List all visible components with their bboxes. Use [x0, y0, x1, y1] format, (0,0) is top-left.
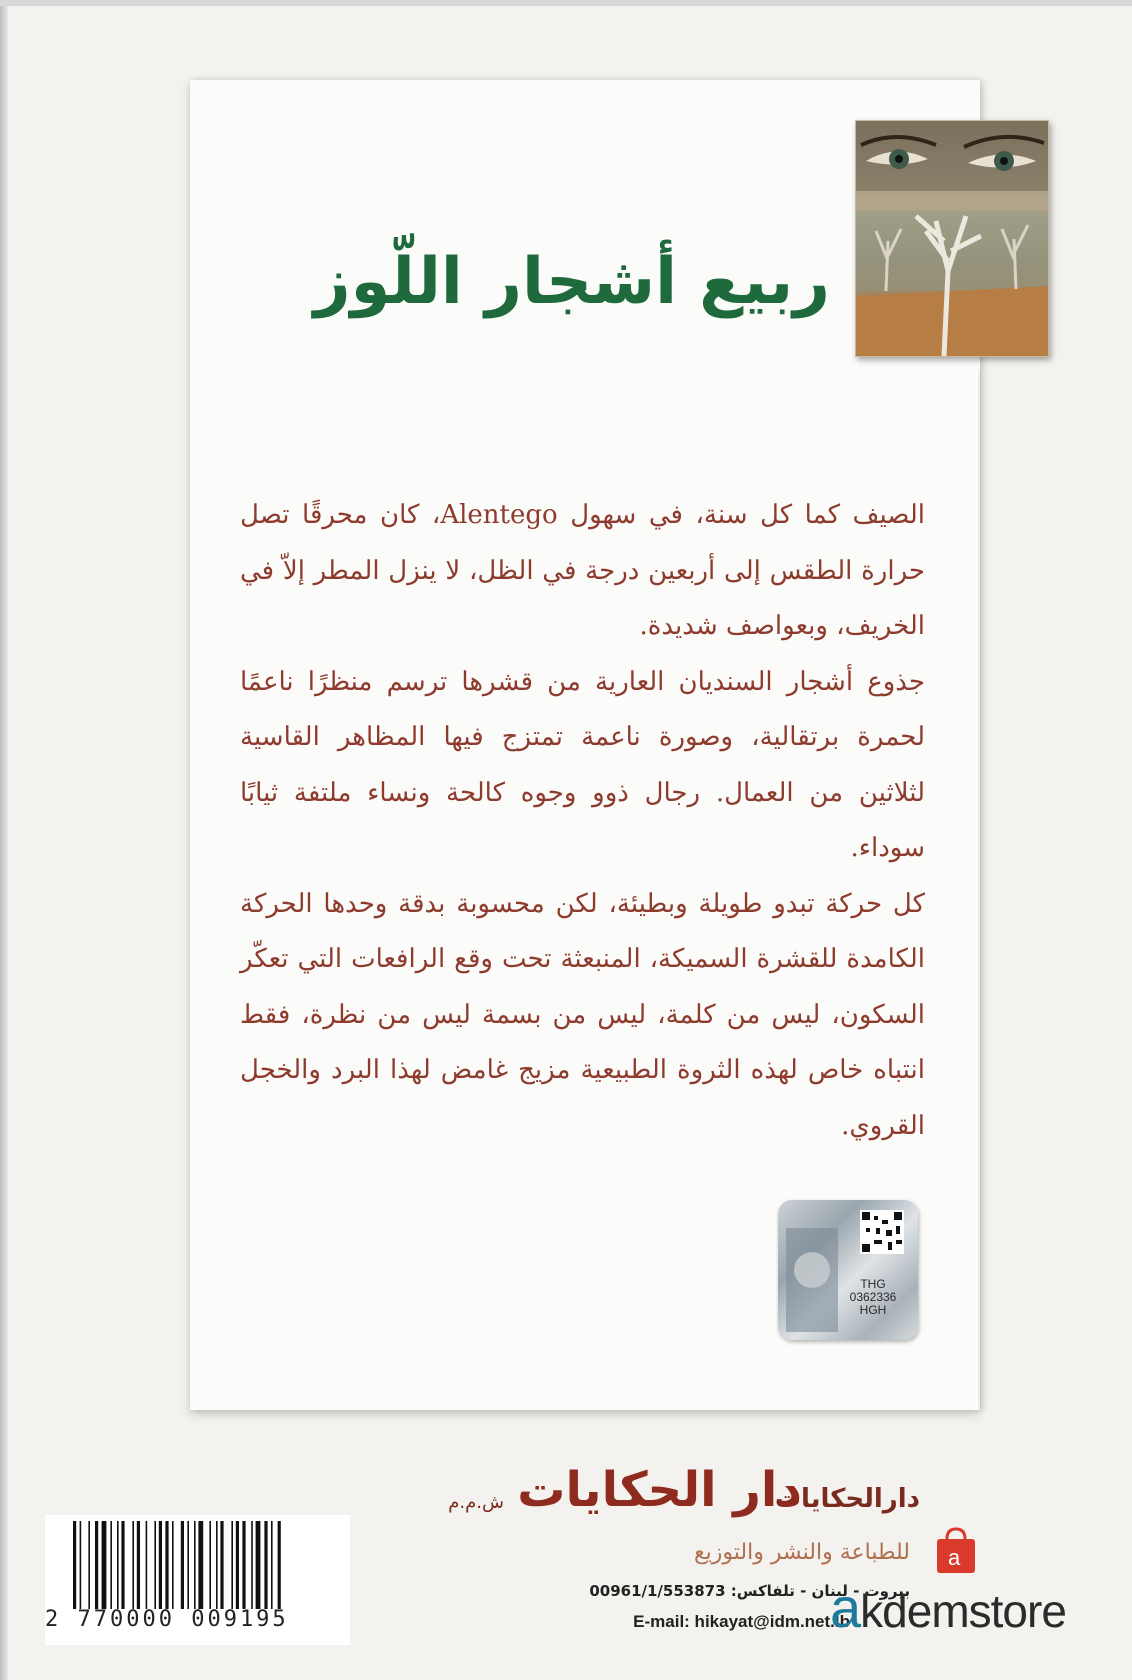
publisher-name: دار الحكايات [517, 1462, 802, 1518]
store-watermark-logo [830, 1525, 1090, 1645]
back-cover-blurb [240, 488, 925, 1154]
hologram-sticker [778, 1200, 918, 1340]
hologram-code-line-1: THG [860, 1277, 886, 1291]
blurb-paragraph-2: جذوع أشجار السنديان العارية من قشرها ترسم منظرًا ناعمًا لحمرة برتقالية، وصورة ناعمة تمتزج فيها المظاهر القاسية لثلاثين من العمال. رجال ذوو وجوه كالحة ونساء ملتفة ثيابًا سوداء. [240, 666, 925, 863]
shopping-bag-icon [933, 1525, 979, 1575]
store-name [830, 1575, 1090, 1640]
isbn-barcode [45, 1515, 350, 1645]
hologram-code-line-2: 0362336 [849, 1290, 897, 1304]
publisher-tagline: للطباعة والنشر والتوزيع [693, 1540, 910, 1565]
store-name-prefix: a [830, 1576, 861, 1639]
shopping-bag-letter: a [948, 1545, 961, 1570]
publisher-email: E-mail: hikayat@idm.net.lb [633, 1612, 850, 1631]
book-title: ربيع أشجار اللّوز [313, 245, 830, 319]
publisher-legal-suffix: ش.م.م [448, 1492, 504, 1513]
book-spine-edge [0, 0, 8, 1680]
barcode-bars [73, 1521, 323, 1609]
hologram-code-line-3: HGH [859, 1303, 887, 1317]
book-top-edge [0, 0, 1132, 6]
panel-divider-line [975, 370, 978, 1410]
hologram-graphic [778, 1200, 918, 1340]
blurb-paragraph-1: الصيف كما كل سنة، في سهول Alentego، كان محرقًا تصل حرارة الطقس إلى أربعين درجة في الظل، لا ينزل المطر إلاّ في الخريف، وبعواصف شديدة. [240, 500, 925, 641]
hologram-code [842, 1278, 904, 1317]
cover-photo-illustration [856, 121, 1048, 356]
publisher-logo-name: دارالحكايات [774, 1484, 920, 1514]
barcode-number: 2 770000 009195 [45, 1607, 289, 1632]
publisher-address: بيروت - لبنان - تلفاكس: 00961/1/553873 [589, 1582, 910, 1600]
blurb-paragraph-3: كل حركة تبدو طويلة وبطيئة، لكن محسوبة بدقة وحدها الحركة الكامدة للقشرة السميكة، المنبعثة تحت وقع الرافعات التي تعكّر السكون، ليس من كلمة، ليس من بسمة ليس من نظرة، فقط انتباه خاص لهذه الثروة الطبيعية مزيج غامض لهذا البرد والخجل القروي. [240, 888, 925, 1141]
store-name-rest: kdemstore [860, 1585, 1066, 1637]
cover-photo-eyes-and-tree [855, 120, 1049, 357]
